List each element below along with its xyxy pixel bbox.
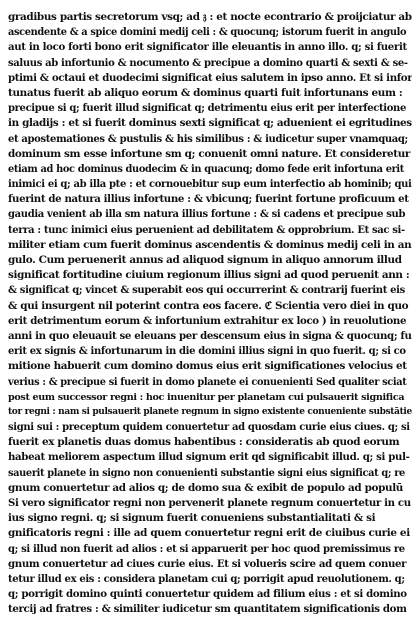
text-line: Si vero significator regni non pervenerit planete regnum conuertetur in cu [8, 497, 411, 509]
text-line: habeat meliorem aspectum illud signum erit qd significabit illud. q; si pul- [8, 451, 410, 464]
text-line: erit detrimentum eorum & infortunium extrahitur ex loco ) in reuolutione [8, 314, 407, 327]
text-line: in gladijs : et si fuerit dominus sexti significat q; aduenient ei egritudines [8, 117, 412, 130]
text-line: signi sui : preceptum quidem conuertetur ad quosdam curie eius ciues. q; si [8, 422, 410, 434]
text-line: inimici ei q; ab illa pte : et cornouebitur sup eum interfectio ab hominib; qui [8, 179, 412, 191]
text-line: gnum conuertetur ad ciues curie eius. Et si volueris scire ad quem conuer [8, 557, 407, 570]
text-line: erit ex signis & infortunarum in die domini illius signi in quo fuerit. q; si co [8, 346, 406, 358]
text-line: etiam ad hoc dominus duodecim & in quacunq; domo fede erit infortuna erit [8, 163, 404, 175]
text-line: fuerit ex planetis duas domus habentibus : consideratis ab quod eorum [8, 436, 400, 449]
text-line: ius signo regni. q; si signum fuerit conueniens substantialitati & si [8, 512, 376, 525]
text-line: fuerint de natura illius infortune : & vbicunq; fuerint fortune proficuum et [8, 193, 409, 206]
text-line: terra : tunc inimici eius peruenient ad debilitatem & opprobrium. Et sac si- [8, 224, 405, 236]
text-line: tunatus fuerit ab aliquo eorum & dominus quarti fuit infortunans eum : [8, 86, 403, 99]
text-line: gulo. Cum peruenerit annus ad aliquod signum in aliquo annorum illud [8, 254, 402, 266]
text-line: q; porrigit domino quinti conuertetur quidem ad filium eius : et si domino [8, 588, 407, 601]
text-line: verius : & precipue si fuerit in domo planete ei conuenienti Sed qualiter sciat [8, 376, 407, 388]
text-line: gaudia venient ab illa sm natura illius fortune : & si cadens et precipue sub [8, 209, 406, 221]
text-line: tetur illud ex eis : considera planetam cui q; porrigit apud reuolutionem. q; [8, 573, 405, 585]
text-line: et apostemationes & pustulis & his similibus : & iudicetur super vnamquaq; [8, 133, 408, 145]
text-line: ptimi & octaui et duodecimi significat eius salutem in ipso anno. Et si infor [8, 71, 412, 84]
text-line: saluus ab infortunio & nocumento & precipue a domino quarti & sexti & se- [8, 57, 408, 69]
text-line: gnificatoris regni : ille ad quem conuertetur regni erit de ciuibus curie ei [8, 527, 410, 540]
text-line: significat fortitudine ciuium regionum illius signi ad quod peruenit ann : [8, 269, 410, 282]
text-line: post eum successor regni : hoc inuenitur per planetam cui pulsauerit significa [8, 391, 405, 403]
text-line: gradibus partis secretorum vsq; ad 𝔷 : et nocte econtrario & proijciatur ab [8, 11, 412, 23]
text-line: q; si illud non fuerit ad alios : et si apparuerit per hoc quod premissimus re [8, 543, 405, 555]
body-text [8, 10, 412, 618]
text-line: dominum sm esse infortune sm q; conuenit omni nature. Et consideretur [8, 147, 411, 160]
text-line: & qui insurgent nil poterint contra eos facere. ℭ Scientia vero diei in quo [8, 299, 409, 312]
text-line: militer etiam cum fuerit dominus ascendentis & dominus medij celi in an [8, 238, 412, 251]
text-line: anni in quo eleuauit se eleuans per descensum eius in signa & quocunq; fu [8, 329, 412, 342]
text-line: & significat q; vincet & superabit eos qui occurrerint & contrarij fuerint eis [8, 285, 405, 297]
text-line: sauerit planete in signo non conuenienti substantie signi eius significat q; re [8, 467, 405, 479]
text-line: ascendente & a spice domini medij celi : & quocunq; istorum fuerit in angulo [8, 27, 407, 39]
text-line: aut in loco forti bono erit significator ille eleuantis in anno illo. q; si fuerit [8, 41, 407, 54]
text-line: tor regni : nam si pulsauerit planete regnum in signo existente conueniente substātie [8, 406, 412, 417]
text-line: mitione habuerit cum domino domus eius erit significationes velocius et [8, 360, 407, 373]
text-line: tercij ad fratres : & similiter iudicetur sm quantitatem significationis dom [8, 603, 407, 616]
text-line: gnum conuertetur ad alios q; de domo sua & exibit de populo ad populū [8, 481, 404, 494]
text-line: precipue si q; fuerit illud significat q; detrimentu eius erit per interfectione [8, 103, 406, 115]
